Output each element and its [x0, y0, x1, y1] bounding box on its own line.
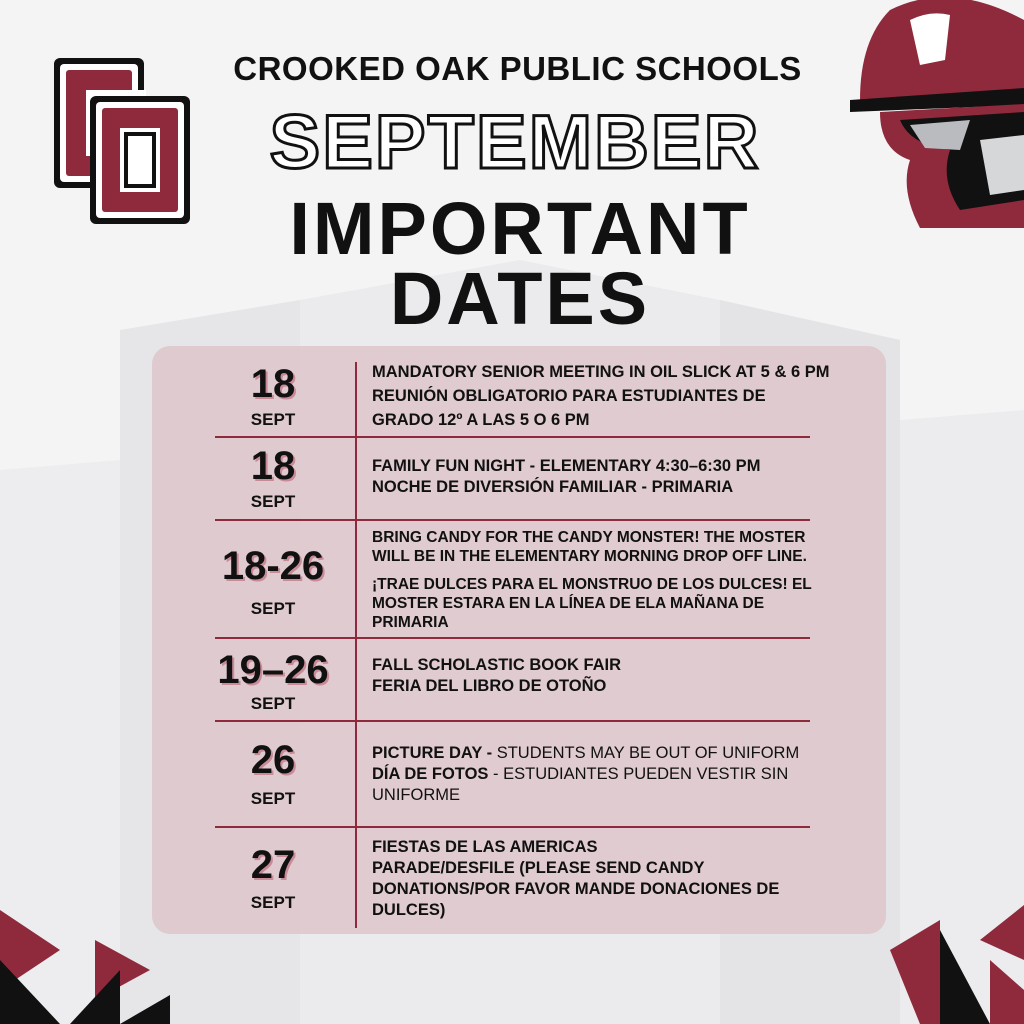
district-name: CROOKED OAK PUBLIC SCHOOLS	[233, 50, 802, 87]
event-line: PARADE/DESFILE (PLEASE SEND CANDY	[372, 859, 705, 877]
event-date-month: SEPT	[250, 410, 296, 429]
corner-triangles-right	[880, 900, 1024, 1024]
event-description	[372, 362, 852, 431]
event-line: REUNIÓN OBLIGATORIO PARA ESTUDIANTES DE	[372, 387, 766, 405]
event-description	[372, 837, 852, 921]
event-date-month: SEPT	[250, 893, 296, 912]
event-line: MOSTER ESTARA EN LA LÍNEA DE ELA MAÑANA DE	[372, 595, 765, 612]
row-divider	[215, 519, 810, 521]
month-title: SEPTEMBER	[269, 100, 761, 185]
event-date-day: 26	[250, 738, 296, 782]
row-divider	[215, 720, 810, 722]
event-date-month: SEPT	[250, 599, 296, 618]
event-bold-label: PICTURE DAY -	[372, 744, 493, 762]
event-date-month: SEPT	[250, 789, 296, 808]
title-dates: DATES	[389, 257, 651, 340]
event-line: FIESTAS DE LAS AMERICAS	[372, 838, 598, 856]
event-description	[372, 743, 852, 806]
event-date-day: 18	[250, 444, 296, 488]
row-divider	[215, 826, 810, 828]
event-line: WILL BE IN THE ELEMENTARY MORNING DROP OFF LINE.	[372, 548, 807, 565]
event-line	[372, 764, 852, 785]
event-date-day: 27	[250, 843, 296, 887]
event-line	[372, 743, 852, 764]
event-line: MANDATORY SENIOR MEETING IN OIL SLICK AT 5 & 6 PM	[372, 363, 830, 381]
event-description	[372, 456, 852, 498]
event-date-month: SEPT	[250, 694, 296, 713]
event-line: FALL SCHOLASTIC BOOK FAIR	[372, 656, 622, 674]
title-important: IMPORTANT	[289, 187, 751, 270]
event-description	[372, 655, 852, 697]
event-date-month: SEPT	[250, 492, 296, 511]
event-line: UNIFORME	[372, 786, 460, 804]
event-description	[372, 528, 852, 632]
row-divider	[215, 436, 810, 438]
event-line: DONATIONS/POR FAVOR MANDE DONACIONES DE	[372, 880, 780, 898]
event-line: GRADO 12º A LAS 5 O 6 PM	[372, 411, 590, 429]
event-line: PRIMARIA	[372, 614, 449, 631]
event-line: FAMILY FUN NIGHT - ELEMENTARY 4:30–6:30 PM	[372, 457, 761, 475]
event-date-day: 19–26	[217, 648, 329, 692]
event-line: FERIA DEL LIBRO DE OTOÑO	[372, 677, 607, 695]
row-divider	[215, 637, 810, 639]
event-date-day: 18	[250, 362, 296, 406]
event-line: BRING CANDY FOR THE CANDY MONSTER! THE MOSTER	[372, 529, 806, 546]
event-text: - ESTUDIANTES PUEDEN VESTIR SIN	[488, 765, 789, 783]
corner-triangles-left	[0, 900, 170, 1024]
event-line: DULCES)	[372, 901, 446, 919]
event-line: ¡TRAE DULCES PARA EL MONSTRUO DE LOS DULCES! EL	[372, 576, 812, 593]
event-text: STUDENTS MAY BE OUT OF UNIFORM	[492, 744, 800, 762]
event-line: NOCHE DE DIVERSIÓN FAMILIAR - PRIMARIA	[372, 478, 734, 496]
column-divider	[355, 362, 357, 928]
event-bold-label: DÍA DE FOTOS	[372, 765, 489, 783]
event-date-day: 18-26	[221, 544, 325, 588]
